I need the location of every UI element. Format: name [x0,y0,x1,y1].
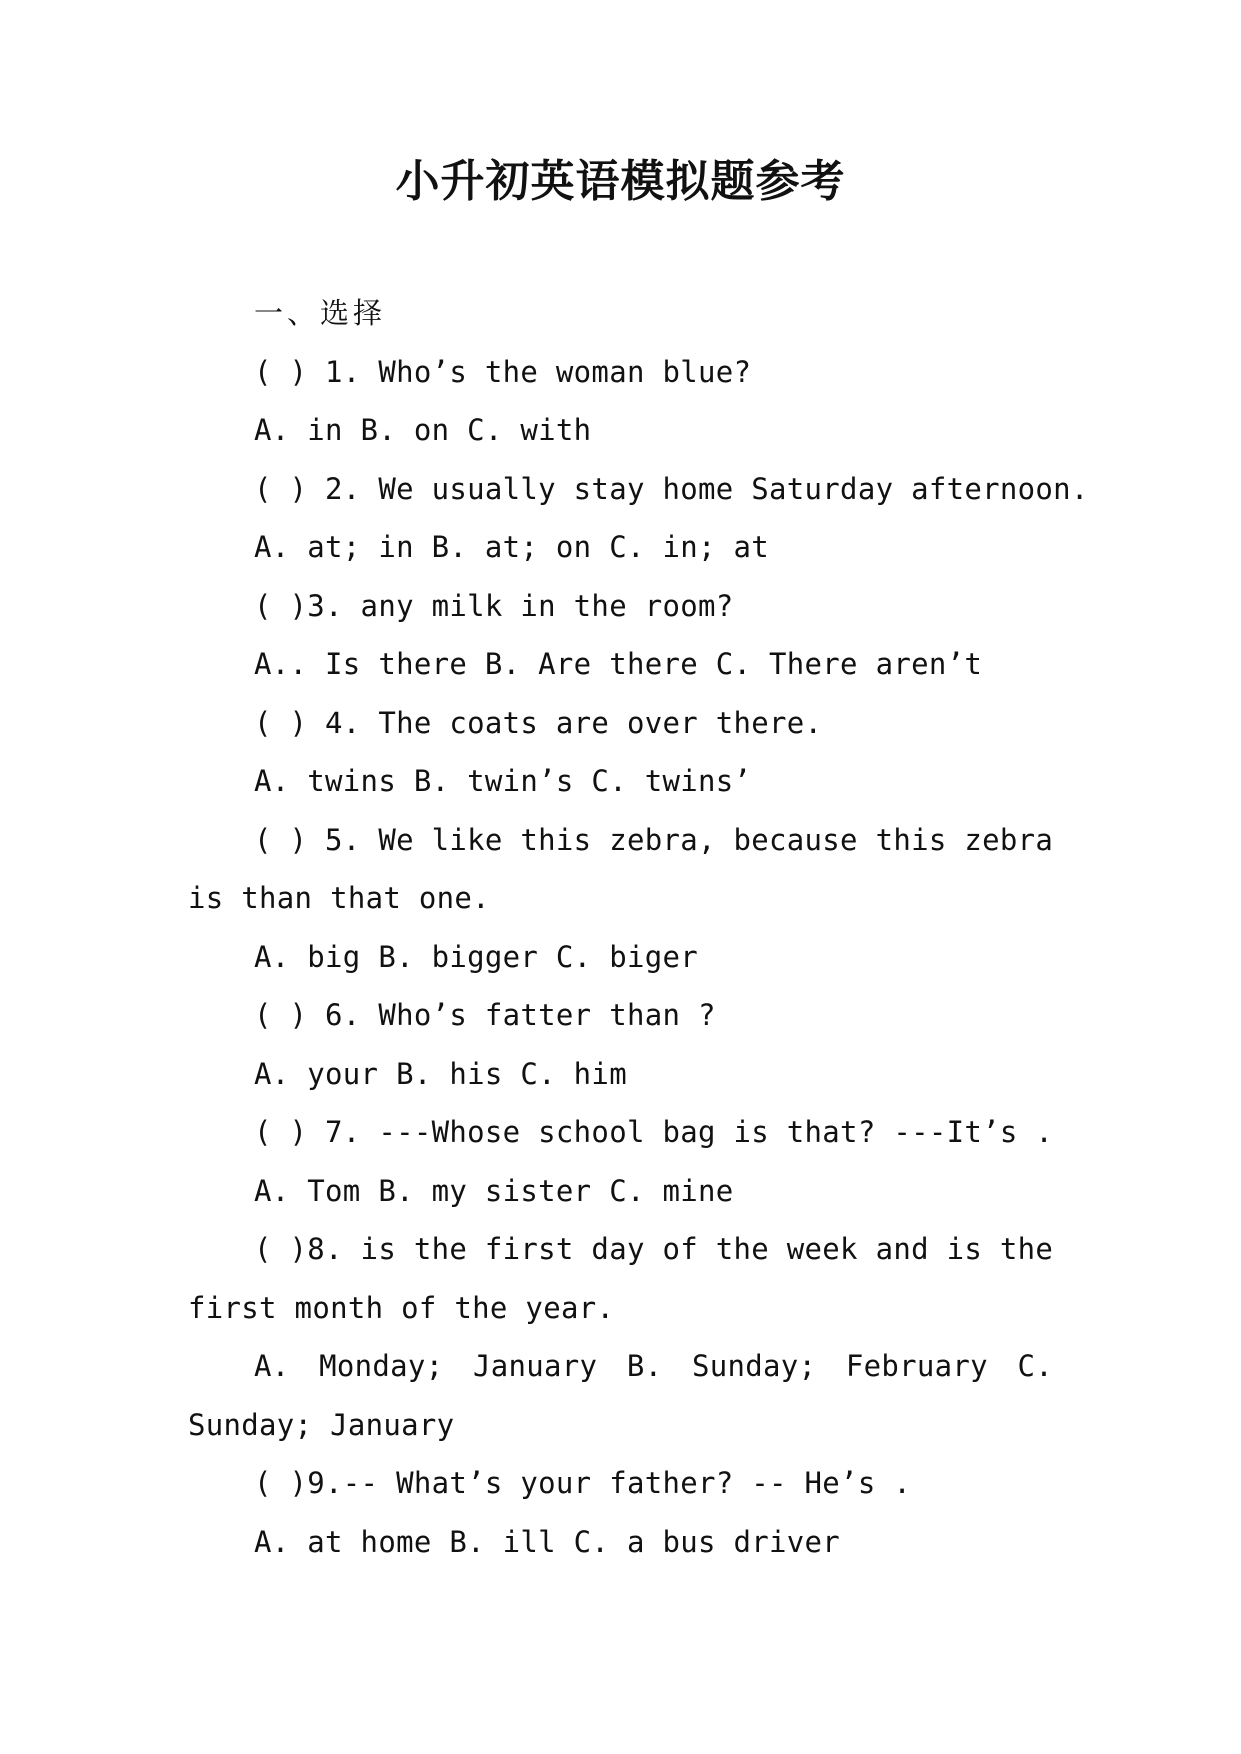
options-8-line-1: A. Monday; January B. Sunday; February C. [254,1349,1053,1383]
question-4: ( ) 4. The coats are over there. [254,705,823,740]
page-title: 小升初英语模拟题参考 [395,156,846,207]
options-1: A. in B. on C. with [254,413,592,447]
question-8-line-2: first month of the year. [188,1290,615,1325]
options-4: A. twins B. twin’s C. twins’ [254,764,752,798]
document-body [188,284,1089,1571]
options-5: A. big B. bigger C. biger [254,939,698,974]
options-8-line-2: Sunday; January [188,1407,455,1442]
question-1: ( ) 1. Who’s the woman blue? [254,354,752,389]
question-5-line-1: ( ) 5. We like this zebra, because this zebra [254,822,1054,857]
question-7: ( ) 7. ---Whose school bag is that? ---It’s . [254,1115,1054,1149]
question-9: ( )9.-- What’s your father? -- He’s . [254,1466,912,1500]
options-9: A. at home B. ill C. a bus driver [254,1524,841,1559]
options-3: A.. Is there B. Are there C. There aren’t [254,647,983,681]
options-2: A. at; in B. at; on C. in; at [254,530,770,564]
question-5-line-2: is than that one. [188,881,490,915]
section-heading: 一、选择 [254,296,387,330]
question-2: ( ) 2. We usually stay home Saturday afternoon. [254,471,1089,506]
options-6: A. your B. his C. him [254,1056,627,1091]
options-7: A. Tom B. my sister C. mine [254,1173,734,1208]
question-6: ( ) 6. Who’s fatter than ? [254,998,716,1032]
question-8-line-1: ( )8. is the first day of the week and is the [254,1232,1054,1266]
question-3: ( )3. any milk in the room? [254,588,734,623]
